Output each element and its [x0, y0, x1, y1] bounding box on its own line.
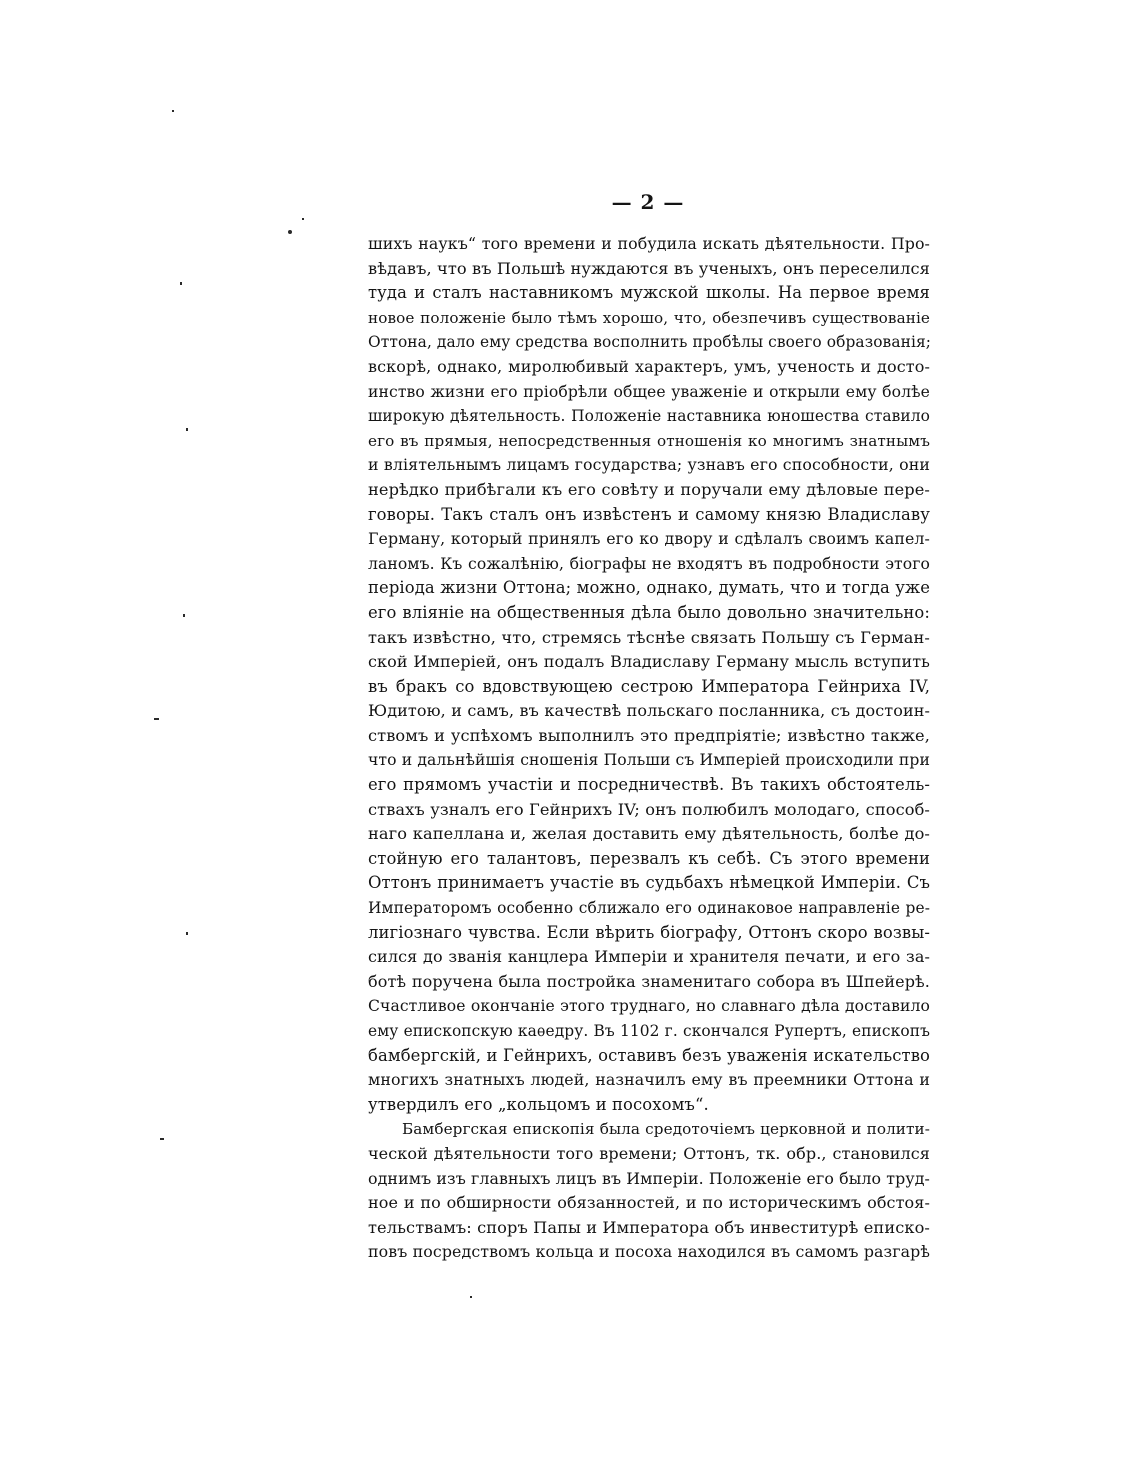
- scan-speck: [183, 614, 185, 617]
- scan-speck: [302, 218, 304, 220]
- text-line: нерѣдко прибѣгали къ его совѣту и поручали ему дѣловые пере-: [368, 479, 930, 499]
- scan-speck: [186, 428, 188, 431]
- text-line: такъ извѣстно, что, стремясь тѣснѣе связать Польшу съ Герман-: [368, 627, 930, 647]
- text-line: Оттонъ принимаетъ участiе въ судьбахъ нѣмецкой Имперiи. Съ: [368, 873, 930, 893]
- text-line: туда и сталъ наставникомъ мужской школы. На первое время: [368, 283, 930, 303]
- text-line: ботѣ поручена была постройка знаменитаго собора въ Шпейерѣ.: [368, 971, 930, 991]
- text-line: перiода жизни Оттона; можно, однако, думать, что и тогда уже: [368, 578, 930, 598]
- text-line: его въ прямыя, непосредственныя отношенiя ко многимъ знатнымъ: [368, 431, 930, 450]
- text-line: ческой дѣятельности того времени; Оттонъ, тк. обр., становился: [368, 1143, 930, 1163]
- text-line: въ бракъ со вдовствующею сестрою Императора Гейнриха IV,: [368, 676, 930, 696]
- text-line: лигiознаго чувства. Если вѣрить бiографу, Оттонъ скоро возвы-: [368, 922, 930, 942]
- text-line: его прямомъ участiи и посредничествѣ. Въ такихъ обстоятель-: [368, 775, 930, 795]
- scan-speck: [180, 282, 182, 285]
- text-line: вѣдавъ, что въ Польшѣ нуждаются въ ученыхъ, онъ переселился: [368, 258, 930, 278]
- text-line: Юдитою, и самъ, въ качествѣ польскаго посланника, съ достоин-: [368, 701, 930, 721]
- text-line: вскорѣ, однако, миролюбивый характеръ, умъ, ученость и досто-: [368, 356, 930, 376]
- text-line: наго капеллана и, желая доставить ему дѣятельность, болѣе до-: [368, 824, 930, 844]
- text-line: инство жизни его прiобрѣли общее уваженiе и открыли ему болѣе: [368, 382, 930, 401]
- text-line: многихъ знатныхъ людей, назначилъ ему въ преемники Оттона и: [368, 1070, 930, 1090]
- text-line: стойную его талантовъ, перезвалъ къ себѣ. Съ этого времени: [368, 848, 930, 868]
- text-line: Счастливое окончанiе этого труднаго, но славнаго дѣла доставило: [368, 997, 930, 1016]
- text-line: и влiятельнымъ лицамъ государства; узнавъ его способности, они: [368, 455, 930, 475]
- text-line: что и дальнѣйшiя сношенiя Польши съ Имперiей происходили при: [368, 751, 930, 770]
- text-line: Оттона, дало ему средства восполнить пробѣлы своего образованiя;: [368, 333, 932, 352]
- text-line: новое положенiе было тѣмъ хорошо, что, обезпечивъ существованiе: [368, 308, 930, 327]
- text-line: ему епископскую каѳедру. Въ 1102 г. скончался Рупертъ, епископъ: [368, 1022, 930, 1040]
- text-line: однимъ изъ главныхъ лицъ въ Имперiи. Положенiе его было труд-: [368, 1168, 930, 1188]
- body-text: [368, 232, 930, 1265]
- text-line: утвердилъ его „кольцомъ и посохомъ“.: [368, 1094, 709, 1114]
- text-line: повъ посредствомъ кольца и посоха находился въ самомъ разгарѣ: [368, 1242, 930, 1262]
- text-line: шихъ наукъ“ того времени и побудила искать дѣятельности. Про-: [368, 234, 930, 253]
- page-number: — 2 —: [611, 190, 685, 214]
- scan-speck: [172, 110, 174, 112]
- text-line: ской Имперiей, онъ подалъ Владиславу Герману мысль вступить: [368, 652, 930, 672]
- text-line: Императоромъ особенно сближало его одинаковое направленiе ре-: [368, 899, 930, 918]
- text-line: широкую дѣятельность. Положенiе наставника юношества ставило: [368, 407, 930, 426]
- text-line: говоры. Такъ сталъ онъ извѣстенъ и самому князю Владиславу: [368, 504, 930, 524]
- scan-speck: [470, 1296, 472, 1298]
- text-line: Бамбергская епископiя была средоточiемъ церковной и полити-: [402, 1120, 930, 1139]
- text-line: ланомъ. Къ сожалѣнiю, бiографы не входятъ въ подробности этого: [368, 554, 930, 573]
- text-line: его влiянiе на общественныя дѣла было довольно значительно:: [368, 602, 930, 622]
- scan-speck: [154, 718, 159, 720]
- text-line: ное и по обширности обязанностей, и по историческимъ обстоя-: [368, 1193, 930, 1213]
- text-line: Герману, который принялъ его ко двору и сдѣлалъ своимъ капел-: [368, 529, 930, 549]
- text-line: бамбергскiй, и Гейнрихъ, оставивъ безъ уваженiя искательство: [368, 1045, 930, 1065]
- text-line: ствомъ и успѣхомъ выполнилъ это предпрiятiе; извѣстно также,: [368, 725, 930, 745]
- scan-speck: [160, 1138, 164, 1140]
- text-line: тельствамъ: споръ Папы и Императора объ инвеститурѣ еписко-: [368, 1217, 931, 1237]
- scan-speck: [288, 230, 292, 234]
- text-line: ствахъ узналъ его Гейнрихъ IV; онъ полюбилъ молодаго, способ-: [368, 799, 930, 819]
- scan-speck: [186, 932, 188, 935]
- text-line: сился до званiя канцлера Имперiи и хранителя печати, и его за-: [368, 947, 930, 967]
